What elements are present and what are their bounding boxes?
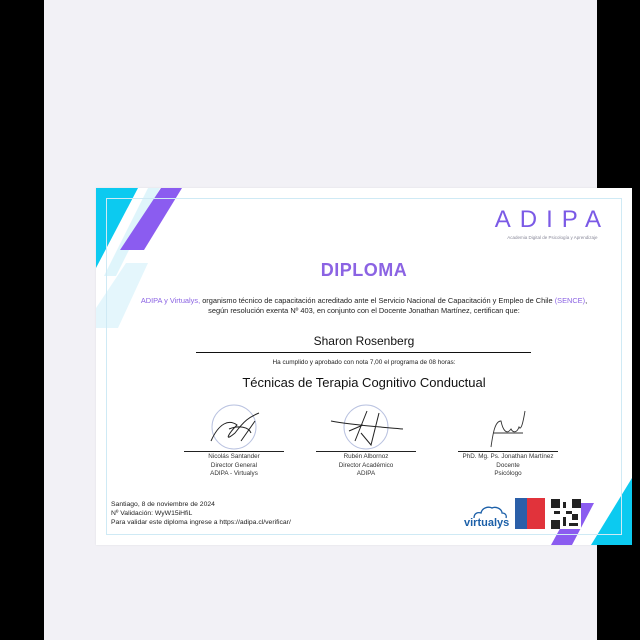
footer-info xyxy=(111,500,291,527)
signer-org: ADIPA - Virtualys xyxy=(210,470,258,477)
virtualys-wordmark: virtualys xyxy=(464,517,510,529)
signer-name: Nicolás Santander xyxy=(208,453,260,460)
intro-text-1: organismo técnico de capacitación acreditado ante el Servicio Nacional de Capacitación y Empleo de Chile xyxy=(200,296,555,305)
signature-icon xyxy=(463,403,553,451)
signature-line xyxy=(458,451,558,452)
signer-org: Psicólogo xyxy=(494,470,522,477)
logo-wordmark: ADIPA xyxy=(494,206,610,233)
intro-text-2: , según resolución exenta Nº 403, en conjunto con el Docente Jonathan Martínez, certifican que: xyxy=(208,296,588,315)
signer-role: Docente xyxy=(496,461,520,469)
signature-block-1 xyxy=(169,403,299,478)
signature-seal-icon xyxy=(321,403,411,451)
logo-subtitle: Academia Digital de Psicología y Aprendizaje xyxy=(507,235,598,240)
signature-line xyxy=(316,451,416,452)
recipient-name: Sharon Rosenberg xyxy=(313,334,415,348)
name-underline xyxy=(196,352,531,353)
gobierno-chile-logo xyxy=(515,498,545,529)
validation-code: Nº Validación: WyW15iHfiL xyxy=(111,510,193,517)
signer-name: Rubén Albornoz xyxy=(343,453,389,460)
adipa-logo xyxy=(495,206,610,240)
intro-highlight-orgs: ADIPA y Virtualys, xyxy=(140,296,201,305)
verify-link[interactable]: Para validar este diploma ingrese a https://adipa.cl/verificar/ xyxy=(111,519,291,526)
signature-block-3 xyxy=(443,403,573,478)
issue-date: Santiago, 8 de noviembre de 2024 xyxy=(111,501,215,508)
signature-line xyxy=(184,451,284,452)
diploma-certificate xyxy=(96,188,632,545)
course-title: Técnicas de Terapia Cognitivo Conductual xyxy=(242,375,486,390)
grade-line: Ha cumplido y aprobado con nota 7,00 el programa de 08 horas: xyxy=(272,359,456,366)
signer-name: PhD. Mg. Ps. Jonathan Martínez xyxy=(462,453,554,460)
partner-logos xyxy=(464,493,581,529)
intro-highlight-sence: (SENCE) xyxy=(554,296,586,305)
intro-paragraph xyxy=(136,296,592,316)
virtualys-logo xyxy=(464,505,509,529)
signer-role: Director Académico xyxy=(338,461,394,469)
cloud-icon xyxy=(472,505,508,519)
inner-border xyxy=(106,198,622,535)
signature-seal-icon xyxy=(189,403,279,451)
signer-role: Director General xyxy=(210,461,258,469)
signer-org: ADIPA xyxy=(356,470,376,477)
qr-code-icon[interactable] xyxy=(551,499,581,529)
signature-block-2 xyxy=(301,403,431,478)
diploma-title: DIPLOMA xyxy=(320,260,408,280)
document-viewer xyxy=(44,0,610,640)
